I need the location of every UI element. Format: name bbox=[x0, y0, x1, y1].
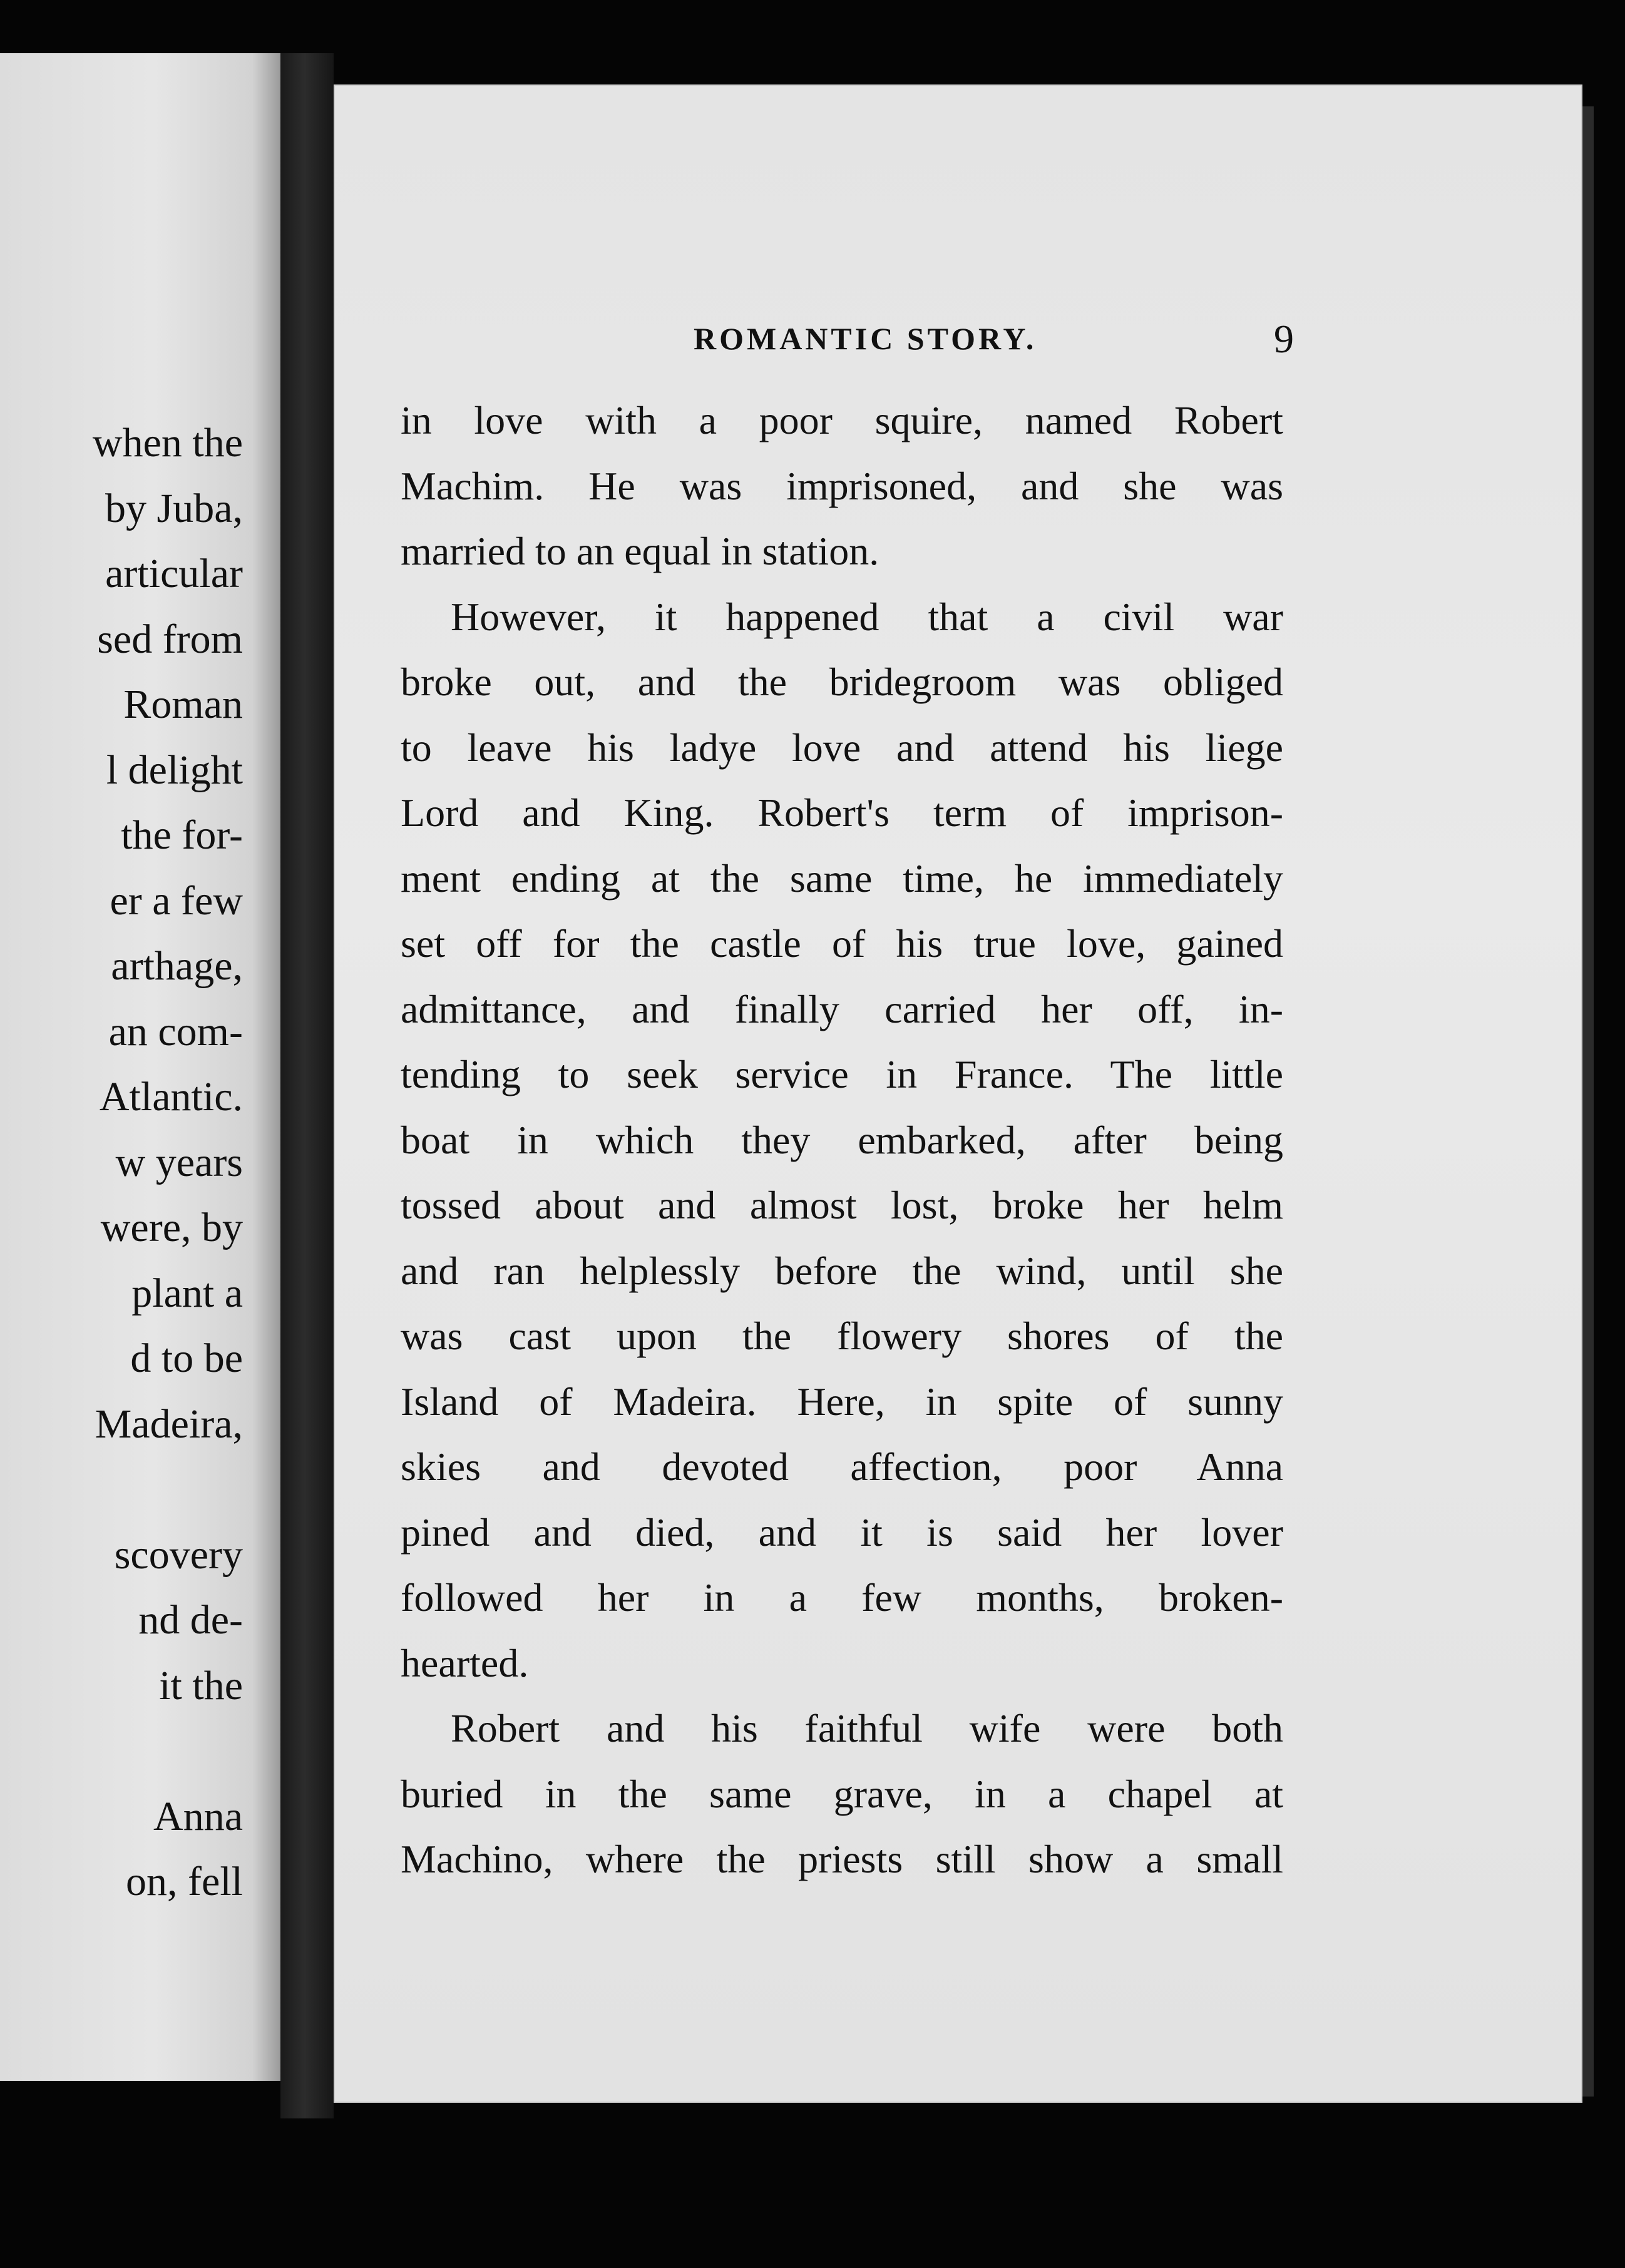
left-page-line: l delight bbox=[106, 747, 243, 793]
text-line: However, it happened that a civil war bbox=[451, 594, 1283, 639]
left-page-line: articular bbox=[105, 551, 243, 596]
text-line: married to an equal in station. bbox=[401, 529, 879, 573]
left-page-line: plant a bbox=[131, 1270, 243, 1316]
book-gutter bbox=[280, 53, 334, 2118]
left-page-line: Roman bbox=[123, 682, 243, 727]
left-page-line: sed from bbox=[97, 616, 243, 662]
text-line: pined and died, and it is said her lover bbox=[401, 1509, 1283, 1555]
left-page-line: an com- bbox=[108, 1008, 243, 1055]
text-line: ment ending at the same time, he immediately bbox=[401, 856, 1283, 901]
text-line: to leave his ladye love and attend his liege bbox=[401, 725, 1283, 770]
left-page-line: nd de- bbox=[138, 1597, 243, 1643]
text-line: buried in the same grave, in a chapel at bbox=[401, 1771, 1283, 1816]
running-head: ROMANTIC STORY. bbox=[694, 321, 1037, 356]
text-line: Machim. He was imprisoned, and she was bbox=[401, 463, 1283, 508]
text-line: tending to seek service in France. The little bbox=[401, 1052, 1283, 1096]
left-page-line: the for- bbox=[121, 812, 243, 858]
text-line: hearted. bbox=[401, 1640, 529, 1685]
text-line: skies and devoted affection, poor Anna bbox=[401, 1444, 1283, 1489]
left-page-line: arthage, bbox=[111, 943, 243, 989]
text-line: boat in which they embarked, after being bbox=[401, 1117, 1283, 1162]
text-line: admittance, and finally carried her off, in- bbox=[401, 986, 1283, 1031]
left-page-line: er a few bbox=[110, 877, 243, 924]
text-line: Machino, where the priests still show a small bbox=[401, 1837, 1283, 1881]
left-page-line: Madeira, bbox=[95, 1401, 243, 1447]
left-page-line: it the bbox=[159, 1662, 243, 1709]
left-page-line: by Juba, bbox=[105, 485, 243, 531]
text-line: set off for the castle of his true love, gained bbox=[401, 921, 1283, 966]
left-page-line: d to be bbox=[130, 1336, 243, 1381]
left-page-line: when the bbox=[92, 420, 243, 466]
left-page-line: on, fell bbox=[126, 1859, 243, 1904]
left-page bbox=[0, 53, 280, 2081]
text-line: was cast upon the flowery shores of the bbox=[401, 1314, 1283, 1358]
text-line: Robert and his faithful wife were both bbox=[451, 1706, 1283, 1750]
left-page-line: scovery bbox=[114, 1531, 243, 1578]
text-line: Island of Madeira. Here, in spite of sunny bbox=[401, 1379, 1283, 1424]
text-line: tossed about and almost lost, broke her helm bbox=[401, 1183, 1283, 1227]
text-line: followed her in a few months, broken- bbox=[401, 1575, 1283, 1620]
page-edge-shadow bbox=[1582, 106, 1594, 2097]
left-page-line: Atlantic. bbox=[99, 1074, 243, 1120]
left-page-line: were, by bbox=[100, 1205, 243, 1250]
text-line: broke out, and the bridegroom was obliged bbox=[401, 660, 1283, 704]
text-line: in love with a poor squire, named Robert bbox=[401, 398, 1283, 442]
left-page-line: Anna bbox=[153, 1793, 243, 1839]
text-line: and ran helplessly before the wind, until she bbox=[401, 1248, 1283, 1293]
page-number: 9 bbox=[1274, 317, 1294, 361]
left-page-line: w years bbox=[115, 1139, 243, 1185]
text-line: Lord and King. Robert's term of imprison- bbox=[401, 790, 1283, 835]
